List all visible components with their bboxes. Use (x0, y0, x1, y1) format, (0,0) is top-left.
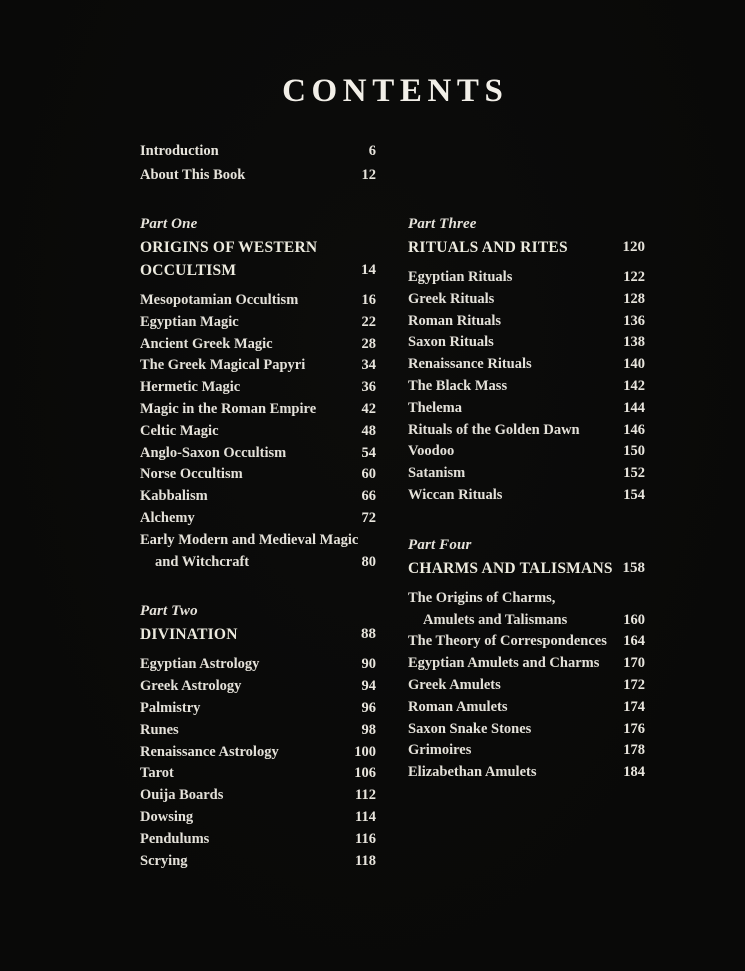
toc-entry-label: Introduction (140, 143, 219, 159)
toc-entry-line: The Black Mass (408, 377, 508, 394)
toc-entry (140, 530, 376, 574)
toc-entry-page: 96 (361, 699, 376, 716)
toc-entry-page: 122 (623, 269, 645, 285)
toc-entry-label (408, 719, 531, 741)
toc-entry-page: 106 (354, 765, 376, 782)
toc-entry-page: 172 (623, 676, 645, 693)
toc-entry (408, 675, 645, 697)
toc-entry-line: Greek Amulets (408, 676, 501, 693)
toc-entry-label (140, 312, 239, 334)
toc-entry-line: Alchemy (140, 509, 195, 526)
toc-entry-label (140, 508, 195, 530)
toc-entry-label (140, 421, 219, 443)
section-title-page: 14 (361, 262, 376, 278)
toc-entry-label (408, 762, 537, 784)
toc-entry-label (408, 675, 501, 697)
toc-entry-label (408, 441, 454, 463)
toc-entry-line: Voodoo (408, 443, 455, 460)
toc-entry-line: The Theory of Correspondences (408, 633, 607, 650)
toc-entry-page: 164 (623, 633, 645, 650)
toc-entry-label (140, 785, 223, 807)
toc-entry (140, 164, 376, 188)
toc-entry-line: Scrying (140, 852, 188, 869)
toc-entry-page: 138 (623, 334, 645, 351)
toc-entry-page: 150 (623, 443, 645, 460)
toc-entry (140, 720, 376, 742)
toc-entry (408, 267, 645, 289)
toc-entry (408, 289, 645, 311)
toc-entry-line: Ancient Greek Magic (140, 335, 273, 352)
toc-columns (140, 213, 645, 899)
toc-entry (140, 464, 376, 486)
toc-entry-line: Wiccan Rituals (408, 486, 503, 503)
toc-entry (140, 829, 376, 851)
toc-entry-page: 34 (361, 357, 376, 374)
toc-entry (140, 763, 376, 785)
toc-entry (140, 654, 376, 676)
toc-entry-line: Norse Occultism (140, 466, 243, 483)
toc-entry (408, 697, 645, 719)
toc-entry-page: 22 (361, 313, 376, 330)
toc-entry (140, 334, 376, 356)
toc-entry-page: 114 (355, 808, 376, 825)
toc-entry (140, 140, 376, 164)
toc-entry-label (408, 332, 494, 354)
toc-entry-line: Early Modern and Medieval Magic (140, 531, 359, 548)
toc-entry-line: and Witchcraft (155, 553, 250, 570)
toc-entry-page: 142 (623, 377, 645, 394)
toc-entry-line: Greek Rituals (408, 290, 495, 307)
toc-entry-line: Saxon Rituals (408, 334, 494, 351)
toc-entry-page: 136 (623, 312, 645, 329)
toc-entry (408, 420, 645, 442)
section-title-row (408, 557, 645, 580)
toc-entry-line: Dowsing (140, 808, 194, 825)
toc-entry-label (408, 697, 508, 719)
toc-part-section (140, 600, 376, 872)
toc-entry-label (140, 377, 240, 399)
toc-entry-line: Grimoires (408, 742, 472, 759)
toc-entry-line: Kabbalism (140, 488, 208, 505)
toc-entry-line: Magic in the Roman Empire (140, 400, 317, 417)
toc-column-right (408, 213, 645, 899)
toc-entry-line: Saxon Snake Stones (408, 720, 532, 737)
toc-entry-label (408, 631, 607, 653)
toc-entry-label (140, 443, 286, 465)
section-title-page: 88 (361, 626, 376, 643)
toc-entry-line: Celtic Magic (140, 422, 219, 439)
toc-entry-page: 128 (623, 290, 645, 307)
toc-part-section (408, 213, 645, 507)
toc-entry-page: 28 (361, 335, 376, 352)
toc-entry-page: 48 (361, 422, 376, 439)
toc-entry-label (140, 742, 279, 764)
toc-entry (140, 312, 376, 334)
toc-entry-label (140, 530, 358, 574)
toc-entry-label (140, 399, 316, 421)
toc-entry-line: Runes (140, 721, 179, 738)
toc-entry-label (408, 398, 462, 420)
toc-entry-page: 118 (355, 852, 376, 869)
part-label: Part Two (140, 603, 198, 620)
toc-entry (408, 631, 645, 653)
toc-entry-label (140, 464, 243, 486)
toc-part-section (140, 213, 376, 573)
toc-entry (408, 332, 645, 354)
toc-entry-label: About This Book (140, 166, 246, 183)
toc-entry-line: Rituals of the Golden Dawn (408, 421, 580, 438)
toc-entry-line: The Origins of Charms, (408, 589, 556, 606)
entry-list (408, 267, 645, 507)
toc-column-left (140, 213, 376, 899)
toc-entry-page: 152 (623, 465, 645, 482)
toc-entry (140, 807, 376, 829)
toc-entry (408, 740, 645, 762)
toc-entry (408, 398, 645, 420)
toc-entry-label (408, 588, 567, 632)
toc-entry-label (140, 698, 200, 720)
toc-entry (408, 441, 645, 463)
toc-entry-page: 54 (361, 444, 376, 461)
section-title-page: 158 (622, 559, 645, 576)
toc-entry (140, 290, 376, 312)
toc-entry-line: Tarot (140, 765, 174, 782)
toc-entry (408, 588, 645, 632)
toc-entry-line: Roman Rituals (408, 312, 502, 329)
toc-entry (140, 742, 376, 764)
toc-entry-line: Egyptian Magic (140, 313, 239, 330)
toc-entry-label (140, 334, 273, 356)
toc-entry-line: Renaissance Rituals (408, 356, 532, 373)
toc-entry-line: Egyptian Amulets and Charms (408, 655, 600, 672)
toc-entry-page: 60 (361, 466, 376, 483)
toc-entry-page: 36 (361, 379, 376, 396)
page-title: CONTENTS (282, 73, 509, 109)
toc-entry-label (140, 851, 188, 873)
toc-entry-label (140, 654, 259, 676)
toc-entry (140, 851, 376, 873)
toc-entry-label (408, 267, 512, 289)
section-title (408, 557, 613, 580)
toc-entry-page: 154 (623, 486, 645, 503)
toc-entry-page: 98 (361, 721, 376, 738)
toc-entry-label (408, 485, 502, 507)
section-title (140, 623, 238, 646)
toc-entry-label (408, 311, 501, 333)
toc-entry-label (408, 653, 599, 675)
toc-entry (140, 355, 376, 377)
toc-entry-page: 112 (355, 787, 376, 804)
part-label: Part Three (408, 216, 477, 232)
toc-entry-line: Amulets and Talismans (423, 611, 568, 628)
toc-entry (140, 698, 376, 720)
toc-entry-line: Satanism (408, 465, 466, 482)
section-title-line: OCCULTISM (140, 262, 237, 279)
toc-entry-line: Mesopotamian Occultism (140, 292, 299, 308)
toc-entry-label (408, 289, 494, 311)
toc-entry-line: Hermetic Magic (140, 379, 241, 396)
toc-entry-label (140, 763, 174, 785)
toc-entry-page: 178 (623, 742, 645, 759)
toc-entry-page: 176 (623, 720, 645, 737)
entry-list (408, 588, 645, 784)
toc-entry (140, 486, 376, 508)
toc-entry-page: 42 (361, 400, 376, 417)
toc-entry-label (140, 486, 208, 508)
toc-entry-page: 80 (361, 553, 376, 570)
toc-entry-line: Egyptian Rituals (408, 269, 513, 285)
toc-entry-page: 146 (623, 421, 645, 438)
toc-entry (408, 376, 645, 398)
section-title-row (408, 236, 645, 259)
toc-entry (408, 463, 645, 485)
toc-entry (140, 421, 376, 443)
toc-entry-label (408, 463, 465, 485)
toc-entry-line: Egyptian Astrology (140, 656, 260, 673)
section-title-line: CHARMS AND TALISMANS (408, 559, 613, 577)
entry-list (140, 654, 376, 872)
toc-entry-page: 16 (361, 292, 376, 308)
section-title (408, 236, 568, 259)
section-title-row (140, 623, 376, 646)
section-title (140, 236, 317, 282)
toc-entry-line: Ouija Boards (140, 787, 224, 804)
toc-entry-page: 160 (623, 611, 645, 628)
section-title-row (140, 236, 376, 282)
part-label: Part Four (408, 536, 472, 553)
entry-list (140, 290, 376, 573)
toc-entry (140, 785, 376, 807)
toc-entry-line: Elizabethan Amulets (408, 764, 537, 781)
toc-entry-line: Thelema (408, 399, 462, 416)
toc-entry-label (140, 720, 179, 742)
toc-content (140, 0, 645, 899)
toc-entry (140, 676, 376, 698)
toc-entry-page: 90 (361, 656, 376, 673)
section-title-line: RITUALS AND RITES (408, 239, 568, 256)
toc-entry-line: Roman Amulets (408, 698, 508, 715)
toc-entry-page: 72 (361, 509, 376, 526)
toc-entry-page: 174 (623, 698, 645, 715)
toc-entry-line: Renaissance Astrology (140, 743, 279, 760)
toc-entry-label (140, 355, 305, 377)
front-matter (140, 140, 376, 187)
toc-entry (408, 311, 645, 333)
toc-entry-page: 170 (623, 655, 645, 672)
toc-entry-label (408, 420, 580, 442)
toc-entry-label (408, 354, 532, 376)
toc-entry-label (140, 290, 298, 312)
toc-entry-label (140, 829, 209, 851)
toc-entry-line: Anglo-Saxon Occultism (140, 444, 287, 461)
toc-entry-line: Pendulums (140, 830, 210, 847)
toc-entry (140, 377, 376, 399)
toc-entry (408, 762, 645, 784)
toc-entry-label (408, 376, 507, 398)
toc-entry-line: Greek Astrology (140, 678, 242, 695)
toc-part-section (408, 534, 645, 784)
section-title-line: DIVINATION (140, 626, 238, 644)
toc-entry-line: Palmistry (140, 699, 201, 716)
toc-entry (140, 443, 376, 465)
toc-entry-page: 94 (361, 678, 376, 695)
section-title-page: 120 (622, 239, 645, 255)
toc-entry-page: 140 (623, 356, 645, 373)
toc-entry-page: 116 (355, 830, 376, 847)
toc-entry-page: 100 (354, 743, 376, 760)
toc-entry (408, 354, 645, 376)
toc-entry-label (140, 676, 241, 698)
toc-entry (408, 719, 645, 741)
toc-entry-line: The Greek Magical Papyri (140, 357, 306, 374)
part-label: Part One (140, 216, 198, 232)
section-title-line: ORIGINS OF WESTERN (140, 239, 318, 256)
toc-entry (140, 508, 376, 530)
toc-entry-page: 66 (361, 488, 376, 505)
toc-entry-label (140, 807, 193, 829)
toc-entry (408, 653, 645, 675)
toc-entry-page: 12 (361, 166, 376, 183)
toc-entry (140, 399, 376, 421)
toc-entry-page: 184 (623, 764, 645, 781)
toc-entry-page: 144 (623, 399, 645, 416)
toc-entry-page: 6 (368, 143, 376, 159)
toc-entry-label (408, 740, 471, 762)
toc-entry (408, 485, 645, 507)
